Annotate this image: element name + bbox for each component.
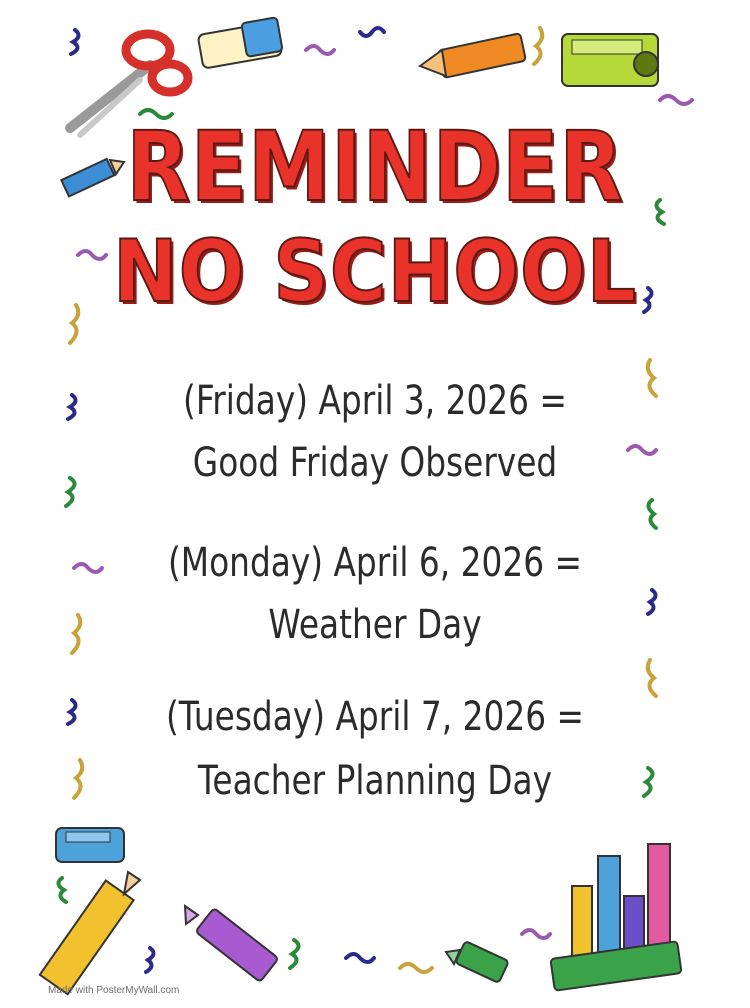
postermywall-watermark: Made with PosterMyWall.com xyxy=(48,985,180,996)
entry-2-reason: Weather Day xyxy=(268,602,482,648)
eraser-icon xyxy=(198,17,283,68)
crayon-icon xyxy=(185,906,279,982)
crayon-icon xyxy=(446,941,509,983)
pencil-sharpener-icon xyxy=(56,828,124,862)
crayon-icon xyxy=(420,33,526,78)
entry-1-date: (Friday) April 3, 2026 = xyxy=(183,378,567,424)
entry-1-reason: Good Friday Observed xyxy=(192,440,558,486)
entry-3-reason: Teacher Planning Day xyxy=(197,758,553,804)
title-reminder: REMINDER xyxy=(126,111,624,223)
entry-2-date: (Monday) April 6, 2026 = xyxy=(167,540,582,586)
title-no-school: NO SCHOOL xyxy=(113,222,637,322)
crayon-box-icon xyxy=(550,844,681,991)
pencil-sharpener-icon xyxy=(562,34,658,86)
pencil-icon xyxy=(40,872,140,994)
entry-3-date: (Tuesday) April 7, 2026 = xyxy=(166,694,584,740)
